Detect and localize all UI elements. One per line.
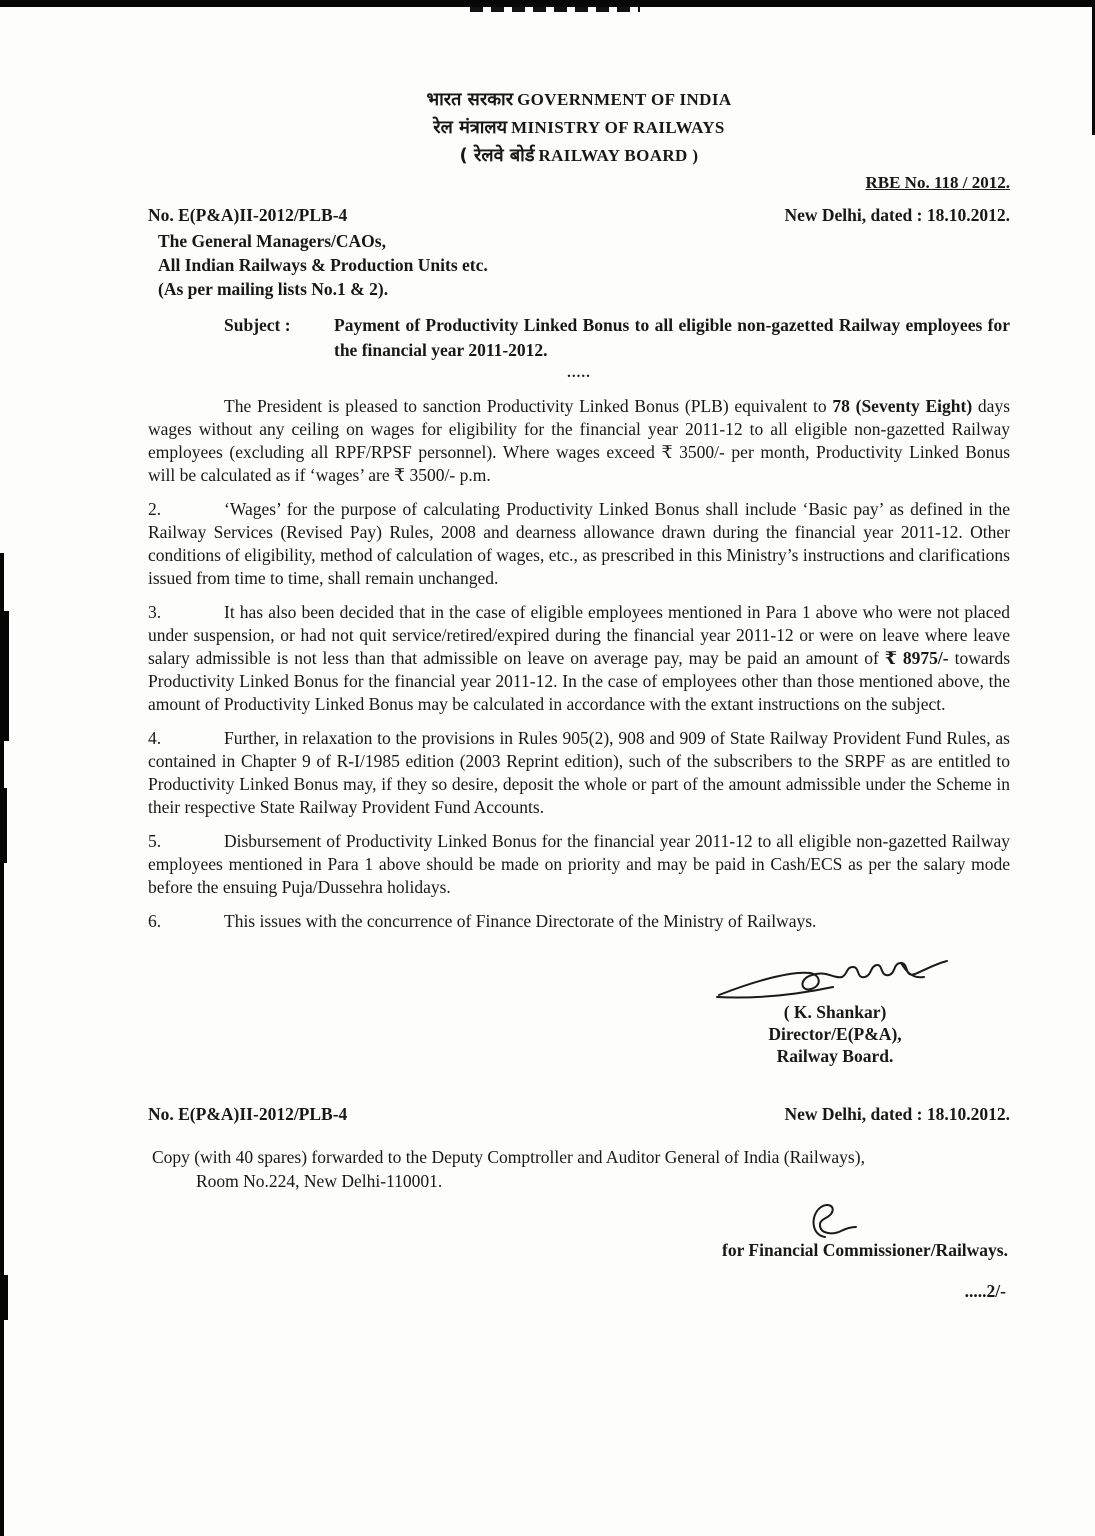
- paragraph-text: The President is pleased to sanction Productivity Linked Bonus (PLB) equivalent to: [224, 396, 833, 416]
- signatory-block: [705, 953, 965, 1067]
- letterhead-line2-english: MINISTRY OF RAILWAYS: [511, 118, 725, 137]
- date-line-2: New Delhi, dated : 18.10.2012.: [784, 1104, 1010, 1124]
- letterhead-line2-hindi: रेल मंत्रालय: [433, 117, 508, 138]
- copy-forward-line2: Room No.224, New Delhi-110001.: [196, 1171, 443, 1191]
- paragraph-text-bold: 78 (Seventy Eight): [832, 396, 973, 416]
- addressee-line: The General Managers/CAOs,: [158, 231, 386, 251]
- letterhead-line3-english: RAILWAY BOARD ): [538, 146, 699, 165]
- paragraph: [148, 395, 1010, 487]
- subject-block: [148, 313, 1010, 363]
- date-line: New Delhi, dated : 18.10.2012.: [784, 205, 1010, 225]
- paragraph-number: 6.: [148, 911, 162, 931]
- paragraph-number: 4.: [148, 728, 162, 748]
- letterhead-line1: [148, 86, 1010, 114]
- separator-dots: .....: [567, 365, 591, 381]
- copy-forward-line1: Copy (with 40 spares) forwarded to the Deputy Comptroller and Auditor General of India (Railways),: [152, 1147, 865, 1167]
- scan-artifact-top-edge: [0, 0, 1095, 7]
- fc-signoff-block: [148, 1199, 1010, 1261]
- signatory-organisation: Railway Board.: [776, 1046, 894, 1066]
- signatory-name: ( K. Shankar): [783, 1002, 887, 1022]
- paragraph-text: ‘Wages’ for the purpose of calculating Productivity Linked Bonus shall include ‘Basic pay’ as defined in the Railway Services (Revised Pay) Rules, 2008 and dearness allowance drawn during the financial year 2011-12. Other conditions of eligibility, method of calculation of wages, etc., as prescribed in this Ministry’s instructions and clarifications issued from time to time, shall remain unchanged.: [148, 499, 1010, 588]
- paragraph: [148, 498, 1010, 590]
- paragraph-text: towards Productivity Linked Bonus for the financial year 2011-12. In the case of employees other than those mentioned above, the amount of Productivity Linked Bonus may be calculated in accordance with the extant instructions on the subject.: [148, 648, 1011, 714]
- signature-small-image: [803, 1199, 858, 1241]
- page-marker: .....2/-: [964, 1281, 1006, 1301]
- signatory-designation: Director/E(P&A),: [768, 1024, 902, 1044]
- subject-label: Subject :: [224, 315, 291, 335]
- scan-artifact-top-dashes: [470, 7, 640, 12]
- letterhead: [148, 86, 1010, 170]
- letterhead-line1-hindi: भारत सरकार: [426, 89, 514, 110]
- scan-artifact-left-edge: [0, 553, 4, 1536]
- scan-artifact-left-blob: [0, 1275, 8, 1320]
- paragraph-text: Disbursement of Productivity Linked Bonus for the financial year 2011-12 to all eligible non-gazetted Railway employees mentioned in Para 1 above should be made on priority and may be paid in Cash/ECS as per the salary mode before the ensuing Puja/Dussehra holidays.: [148, 831, 1010, 897]
- letterhead-line2: [148, 114, 1010, 142]
- addressee-line: (As per mailing lists No.1 & 2).: [158, 279, 389, 299]
- signature-image: [715, 953, 955, 1003]
- subject-text: Payment of Productivity Linked Bonus to all eligible non-gazetted Railway employees for the financial year 2011-2012.: [334, 315, 1010, 360]
- copy-forward-block: [148, 1145, 1010, 1193]
- paragraph-number: 5.: [148, 831, 162, 851]
- reference-row: [148, 204, 1010, 226]
- letterhead-line1-english: GOVERNMENT OF INDIA: [517, 90, 732, 109]
- letterhead-line3-hindi: ( रेलवे बोर्ड: [459, 145, 535, 166]
- paragraph-text: days wages without any ceiling on wages for eligibility for the financial year 2011-12 to all eligible non-gazetted Railway employees (excluding all RPF/RPSF personnel). Where wages exceed ₹ 3500/- per month, Productivity Linked Bonus will be calculated as if ‘wages’ are ₹ 3500/- p.m.: [148, 396, 1011, 485]
- addressee-line: All Indian Railways & Production Units etc.: [158, 255, 488, 275]
- body-paragraphs: [148, 395, 1010, 933]
- paragraph: [148, 910, 1010, 933]
- paragraph-number: 2.: [148, 499, 162, 519]
- paragraph: [148, 727, 1010, 819]
- paragraph: [148, 830, 1010, 899]
- addressee-block: [148, 229, 1010, 301]
- paragraph-text: It has also been decided that in the case of eligible employees mentioned in Para 1 above who were not placed under suspension, or had not quit service/retired/expired during the financial year 2011-12 or were on leave where leave salary admissible is not less than that admissible on leave on average pay, may be paid an amount of: [148, 602, 1010, 668]
- paragraph-text: This issues with the concurrence of Finance Directorate of the Ministry of Railways.: [224, 911, 817, 931]
- reference-row-2: [148, 1103, 1010, 1125]
- paragraph-text: Further, in relaxation to the provisions in Rules 905(2), 908 and 909 of State Railway Provident Fund Rules, as contained in Chapter 9 of R-I/1985 edition (2003 Reprint edition), such of the subscribers to the SRPF as are entitled to Productivity Linked Bonus may, if they so desire, deposit the whole or part of the amount admissible under the Scheme in their respective State Railway Provident Fund Accounts.: [148, 728, 1010, 817]
- paragraph-text-bold: ₹ 8975/-: [884, 648, 949, 668]
- letter-content: [148, 86, 1010, 1302]
- paragraph: [148, 601, 1010, 716]
- letterhead-line3: [148, 142, 1010, 170]
- rbe-number: RBE No. 118 / 2012.: [865, 173, 1010, 192]
- paragraph-number: 3.: [148, 602, 162, 622]
- file-number-2: No. E(P&A)II-2012/PLB-4: [148, 1104, 348, 1124]
- file-number: No. E(P&A)II-2012/PLB-4: [148, 205, 348, 225]
- fc-signoff-text: for Financial Commissioner/Railways.: [722, 1240, 1008, 1260]
